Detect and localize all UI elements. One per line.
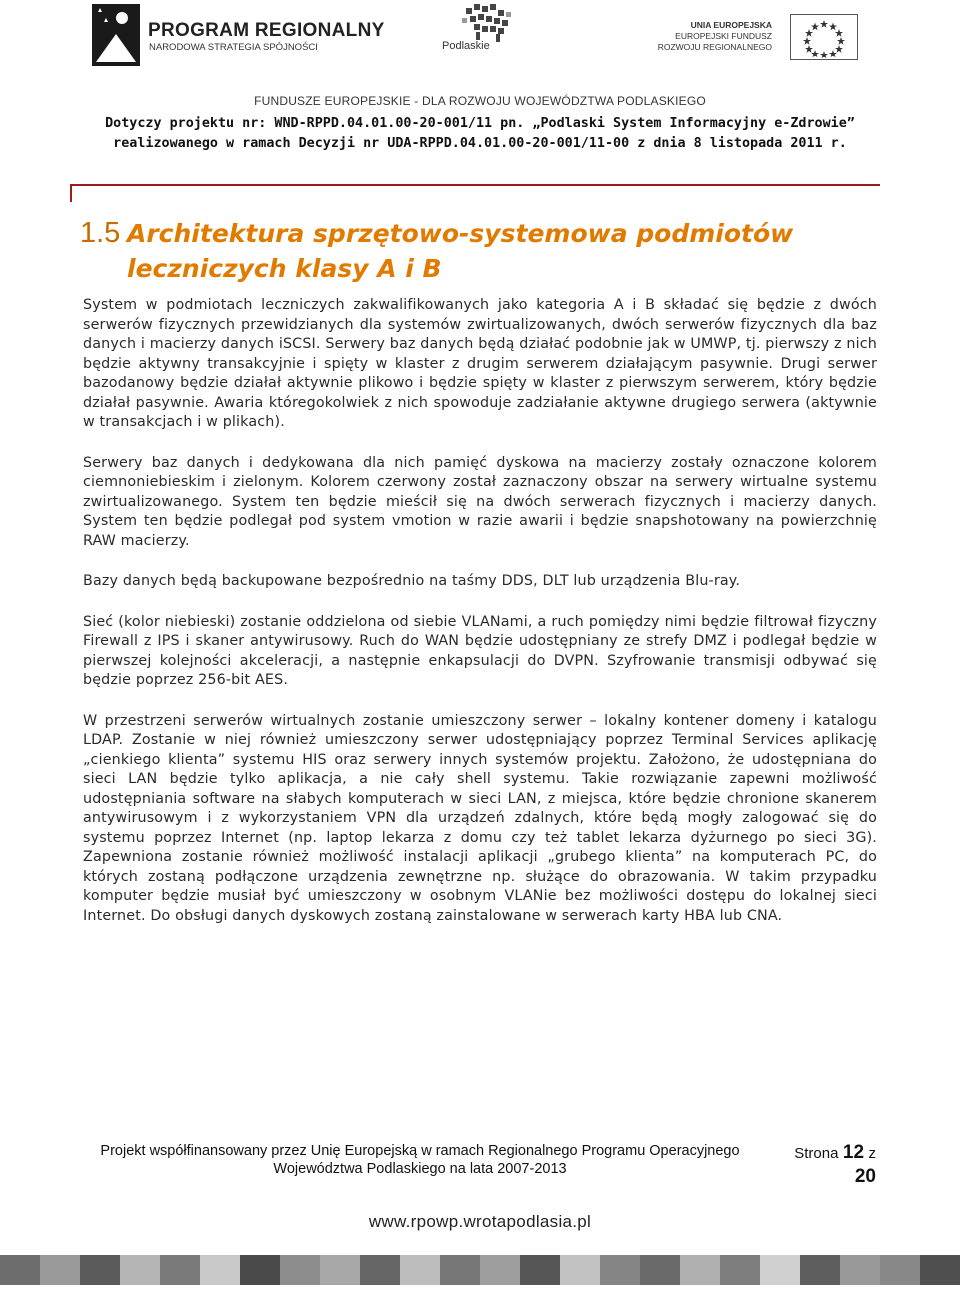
page-current: 12 <box>842 1142 865 1163</box>
document-body <box>83 296 877 947</box>
funds-line: FUNDUSZE EUROPEJSKIE - DLA ROZWOJU WOJEWÓDZTWA PODLASKIEGO <box>254 94 706 108</box>
footer-square <box>560 1255 600 1285</box>
footer-square <box>120 1255 160 1285</box>
footer-square <box>160 1255 200 1285</box>
page-counter <box>776 1142 876 1188</box>
footer-square <box>600 1255 640 1285</box>
cofinance-note: Projekt współfinansowany przez Unię Europejską w ramach Regionalnego Programu Operacyjnego Województwa Podlaskiego na lata 2007-2013 <box>100 1143 740 1177</box>
paragraph: Serwery baz danych i dedykowana dla nich pamięć dyskowa na macierzy zostały oznaczone kolorem ciemnoniebieskim i zielonym. Kolorem czerwony został zaznaczony obszar na serwery wirtualne systemu zwirtualizowanego. System ten będzie mieścił się na dwóch serwerach fizycznych i macierzy danych. System ten będzie podlegał pod system vmotion w razie awarii i będzie snapshotowany na powierzchnię RAW macierzy. <box>83 454 877 549</box>
podlaskie-label: Podlaskie <box>442 40 490 52</box>
podlaskie-logo <box>440 2 522 58</box>
program-emblem-icon <box>92 4 140 66</box>
footer-square <box>720 1255 760 1285</box>
footer-square <box>880 1255 920 1285</box>
footer-square <box>520 1255 560 1285</box>
paragraph: W przestrzeni serwerów wirtualnych zostanie umieszczony serwer – lokalny kontener domeny i katalogu LDAP. Zostanie w niej również umieszczony serwer udostępniający poprzez Terminal Services aplikację „cienkiego klienta” systemu HIS oraz serwery innych systemów projektu. Założono, że udostępniana do sieci LAN będzie tylko aplikacja, a nie cały shell systemu. Takie rozwiązanie zapewni możliwość udostępniania software na słabych komputerach w sieci LAN, z miejsca, które będzie chronione skanerem antywirusowym i z wykorzystaniem VPN dla urządzeń zdalnych, które będą mogły zalogować się do systemu poprzez Internet (np. laptop lekarza z domu czy też tablet lekarza dyżurnego po sieci 3G). Zapewniona zostanie również możliwość instalacji aplikacji „grubego klienta” na komputerach PC, do których zostaną podłączone urządzenia zewnętrzne np. służące do obrazowania. W takim przypadku komputer będzie musiał być umieszczony w osobnym VLANie bez możliwości dostępu do lokalnej sieci Internet. Do obsługi danych dyskowych zostaną zainstalowane w serwerach karty HBA lub CNA. <box>83 712 877 924</box>
footer-square <box>360 1255 400 1285</box>
footer-square <box>40 1255 80 1285</box>
eu-logo-line2: EUROPEJSKI FUNDUSZ <box>675 31 772 41</box>
footer-square <box>80 1255 120 1285</box>
footer-square <box>0 1255 40 1285</box>
paragraph: System w podmiotach leczniczych zakwalifikowanych jako kategoria A i B składać się będzie z dwóch serwerów fizycznych przewidzianych dla systemów zwirtualizowanych, dwóch serwerów fizycznych dla baz danych i macierzy danych iSCSI. Serwery baz danych będą działać podobnie jak w UMWP, tj. pierwszy z nich będzie aktywny transakcyjnie i spięty w klaster z drugim serwerem działającym pasywnie. Drugi serwer bazodanowy będzie działał aktywnie plikowo i będzie spięty w klaster z pierwszym serwerem, który będzie działał pasywnie. Awaria któregokolwiek z nich spowoduje zadziałanie aktywne drugiego serwera (aktywnie w transakcjach i w plikach). <box>83 297 877 430</box>
footer-square <box>920 1255 960 1285</box>
program-logo-subtitle: NARODOWA STRATEGIA SPÓJNOŚCI <box>149 42 318 53</box>
page-of: z <box>868 1145 876 1162</box>
project-title: Dotyczy projektu nr: WND-RPPD.04.01.00-20-001/11 pn. „Podlaski System Informacyjny e-Zdrowie” realizowanego w ramach Decyzji nr UDA-RPPD.04.01.00-20-001/11-00 z dnia 8 listopada 2011 r. <box>105 116 855 151</box>
footer-square <box>280 1255 320 1285</box>
eu-logo-line1: UNIA EUROPEJSKA <box>690 20 772 30</box>
website-link[interactable]: www.rpowp.wrotapodlasia.pl <box>368 1212 592 1231</box>
header-rule <box>72 184 880 204</box>
footer-square <box>200 1255 240 1285</box>
paragraph: Sieć (kolor niebieski) zostanie oddzielona od siebie VLANami, a ruch pomiędzy nimi będzie filtrował fizyczny Firewall z IPS i skaner antywirusowy. Ruch do WAN będzie udostępniany ze strefy DMZ i podlegał będzie w pierwszej kolejności akceleracji, a następnie enkapsulacji do DVPN. Szyfrowanie transmisji odbywać się będzie poprzez 256-bit AES. <box>83 613 877 688</box>
footer-square <box>400 1255 440 1285</box>
section-title: Architektura sprzętowo-systemowa podmiotów leczniczych klasy A i B <box>127 219 794 283</box>
footer-square <box>640 1255 680 1285</box>
footer-square <box>680 1255 720 1285</box>
page-label: Strona <box>794 1145 839 1162</box>
eu-logo <box>657 14 860 62</box>
footer-square <box>800 1255 840 1285</box>
footer-square <box>320 1255 360 1285</box>
page-total: 20 <box>854 1166 876 1187</box>
eu-flag-icon <box>790 14 858 60</box>
eu-logo-line3: ROZWOJU REGIONALNEGO <box>657 42 772 52</box>
footer-square <box>760 1255 800 1285</box>
paragraph: Bazy danych będą backupowane bezpośrednio na taśmy DDS, DLT lub urządzenia Blu-ray. <box>83 573 741 589</box>
program-logo-title: PROGRAM REGIONALNY <box>148 20 385 41</box>
footer-square <box>440 1255 480 1285</box>
bison-icon <box>462 2 512 42</box>
program-regionalny-logo <box>92 4 385 66</box>
footer-square <box>480 1255 520 1285</box>
footer-square <box>840 1255 880 1285</box>
footer-square <box>240 1255 280 1285</box>
header-corner-mark <box>70 184 72 202</box>
section-number: 1.5 <box>80 217 121 249</box>
footer-square-strip <box>0 1255 960 1285</box>
